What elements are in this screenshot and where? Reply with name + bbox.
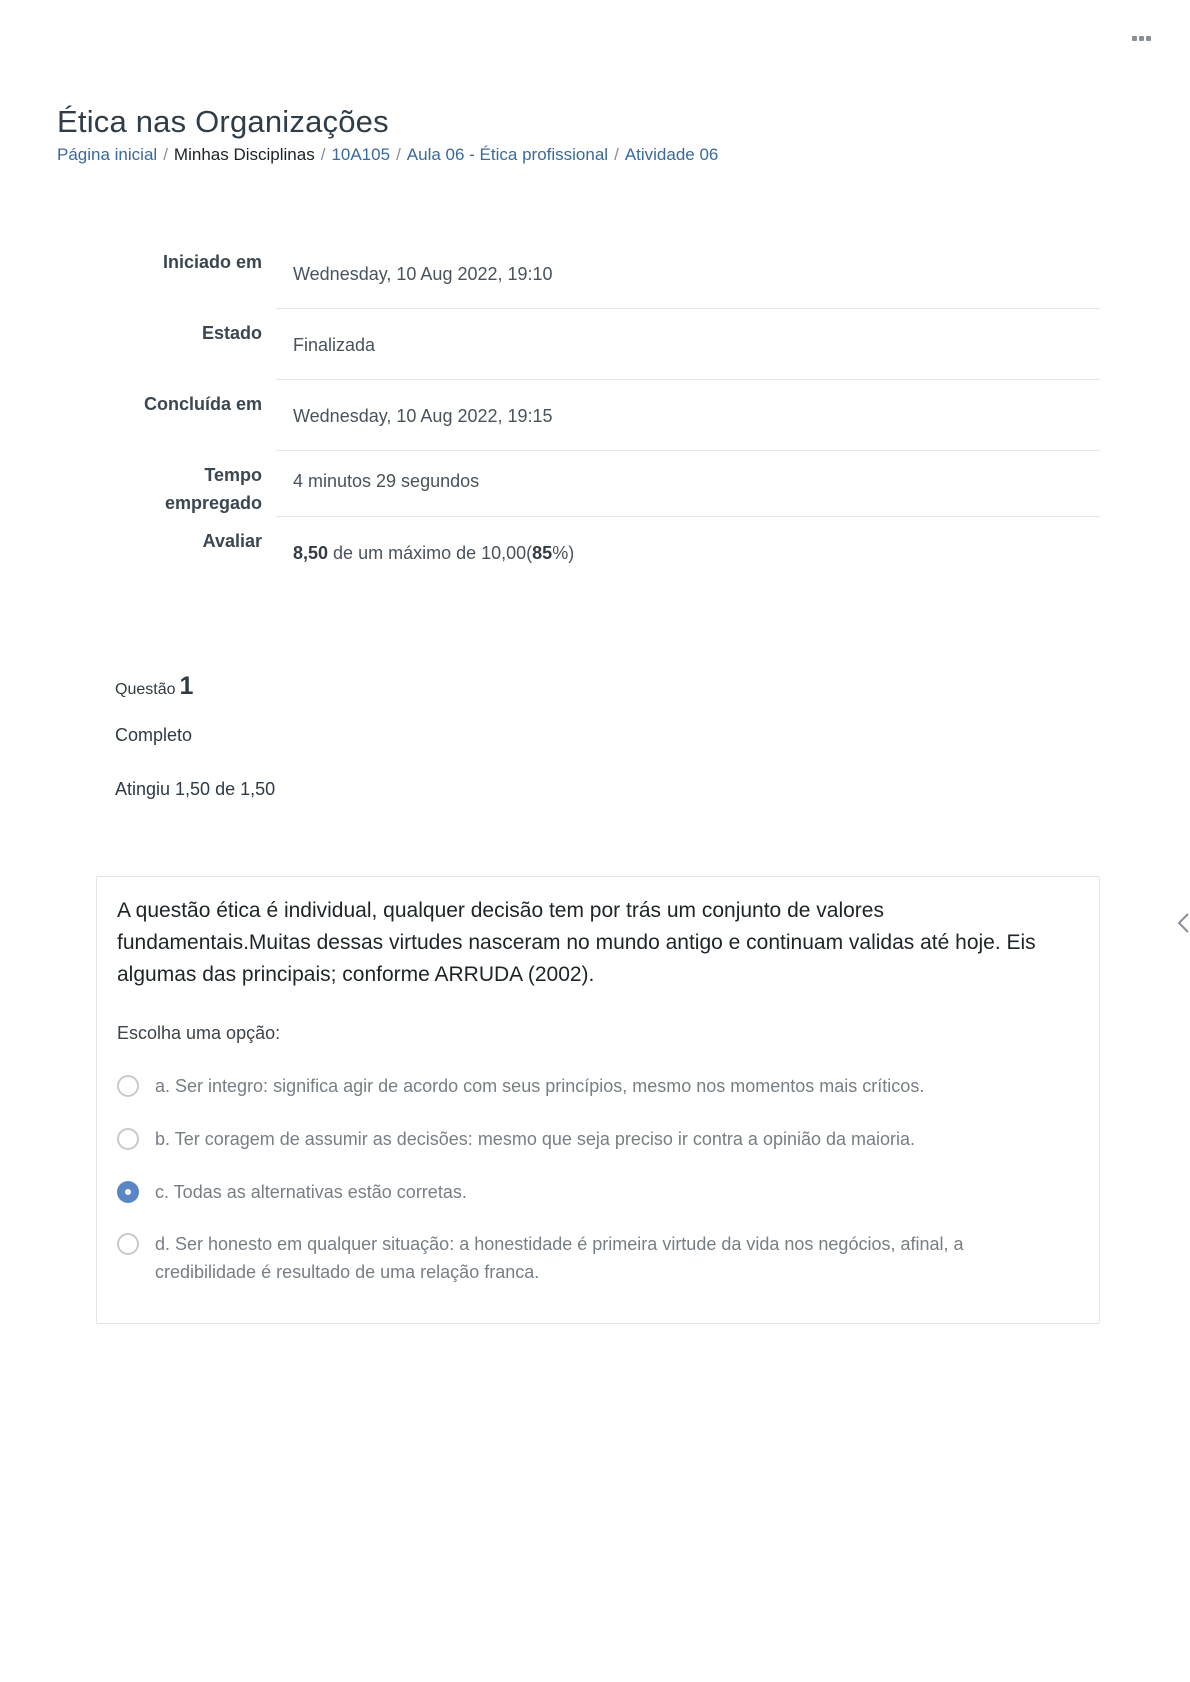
question-text: A questão ética é individual, qualquer decisão tem por trás um conjunto de valores fundamentais.Muitas dessas virtudes nasceram no mundo antigo e continuam validas até hoje. Eis algumas das principais; conforme ARRUDA (2002). — [117, 899, 1036, 986]
radio-button[interactable] — [117, 1128, 139, 1150]
state-value: Finalizada — [276, 309, 1100, 380]
summary-row-time — [96, 451, 1100, 517]
completed-value: Wednesday, 10 Aug 2022, 19:15 — [276, 380, 1100, 451]
completed-label: Concluída em — [143, 394, 262, 414]
radio-button[interactable] — [117, 1233, 139, 1255]
grade-suffix: %) — [552, 543, 575, 563]
option-a-label: a. Ser integro: significa agir de acordo com seus princípios, mesmo nos momentos mais críticos. — [155, 1076, 925, 1096]
dot — [1139, 36, 1144, 41]
option-a[interactable] — [117, 1074, 1057, 1100]
question-prompt: Escolha uma opção: — [117, 1023, 281, 1043]
question-number: 1 — [179, 672, 194, 700]
option-b[interactable] — [117, 1127, 1057, 1153]
started-label: Iniciado em — [162, 252, 262, 272]
question-label: Questão — [115, 681, 176, 698]
breadcrumb-my-courses: Minhas Disciplinas — [173, 145, 315, 164]
more-menu-icon[interactable] — [1132, 36, 1151, 41]
summary-row-completed — [96, 380, 1100, 451]
time-label-line1: Tempo — [204, 465, 262, 485]
question-info — [115, 672, 276, 799]
state-label: Estado — [201, 323, 262, 343]
grade-percent: 85 — [532, 543, 553, 563]
breadcrumb-course-code[interactable]: 10A105 — [331, 145, 391, 164]
option-d-label: d. Ser honesto em qualquer situação: a honestidade é primeira virtude da vida nos negócios, afinal, a credibilidade é resultado de uma relação franca. — [155, 1234, 964, 1282]
chevron-left-icon[interactable] — [1177, 912, 1190, 934]
option-d[interactable] — [117, 1232, 1057, 1286]
dot — [1132, 36, 1137, 41]
time-value: 4 minutos 29 segundos — [276, 451, 1100, 517]
grade-label: Avaliar — [202, 531, 262, 551]
started-value: Wednesday, 10 Aug 2022, 19:10 — [276, 238, 1100, 309]
breadcrumb-separator: / — [396, 145, 401, 164]
breadcrumb-separator: / — [614, 145, 619, 164]
question-grade: Atingiu 1,50 de 1,50 — [115, 779, 276, 799]
option-b-label: b. Ter coragem de assumir as decisões: mesmo que seja preciso ir contra a opinião da maioria. — [155, 1129, 916, 1149]
breadcrumb-lesson[interactable]: Aula 06 - Ética profissional — [406, 145, 609, 164]
page-title: Ética nas Organizações — [57, 104, 389, 139]
question-state: Completo — [115, 725, 193, 745]
grade-middle: de um máximo de 10,00( — [328, 543, 533, 563]
breadcrumb-separator: / — [163, 145, 168, 164]
option-c[interactable] — [117, 1180, 1057, 1206]
question-card — [96, 876, 1100, 1324]
breadcrumb-activity[interactable]: Atividade 06 — [624, 145, 719, 164]
attempt-summary — [96, 238, 1100, 587]
grade-value — [276, 517, 1100, 587]
breadcrumb-home[interactable]: Página inicial — [57, 145, 158, 164]
dot — [1146, 36, 1151, 41]
time-label-line2: empregado — [164, 493, 262, 513]
grade-score: 8,50 — [293, 543, 329, 563]
summary-row-grade — [96, 517, 1100, 587]
summary-row-state — [96, 309, 1100, 380]
summary-row-started — [96, 238, 1100, 309]
breadcrumb-separator: / — [320, 145, 326, 164]
radio-button[interactable] — [117, 1075, 139, 1097]
option-c-label: c. Todas as alternativas estão corretas. — [155, 1182, 467, 1202]
time-label — [96, 451, 276, 517]
radio-button-selected[interactable] — [117, 1181, 139, 1203]
breadcrumb — [57, 145, 718, 165]
